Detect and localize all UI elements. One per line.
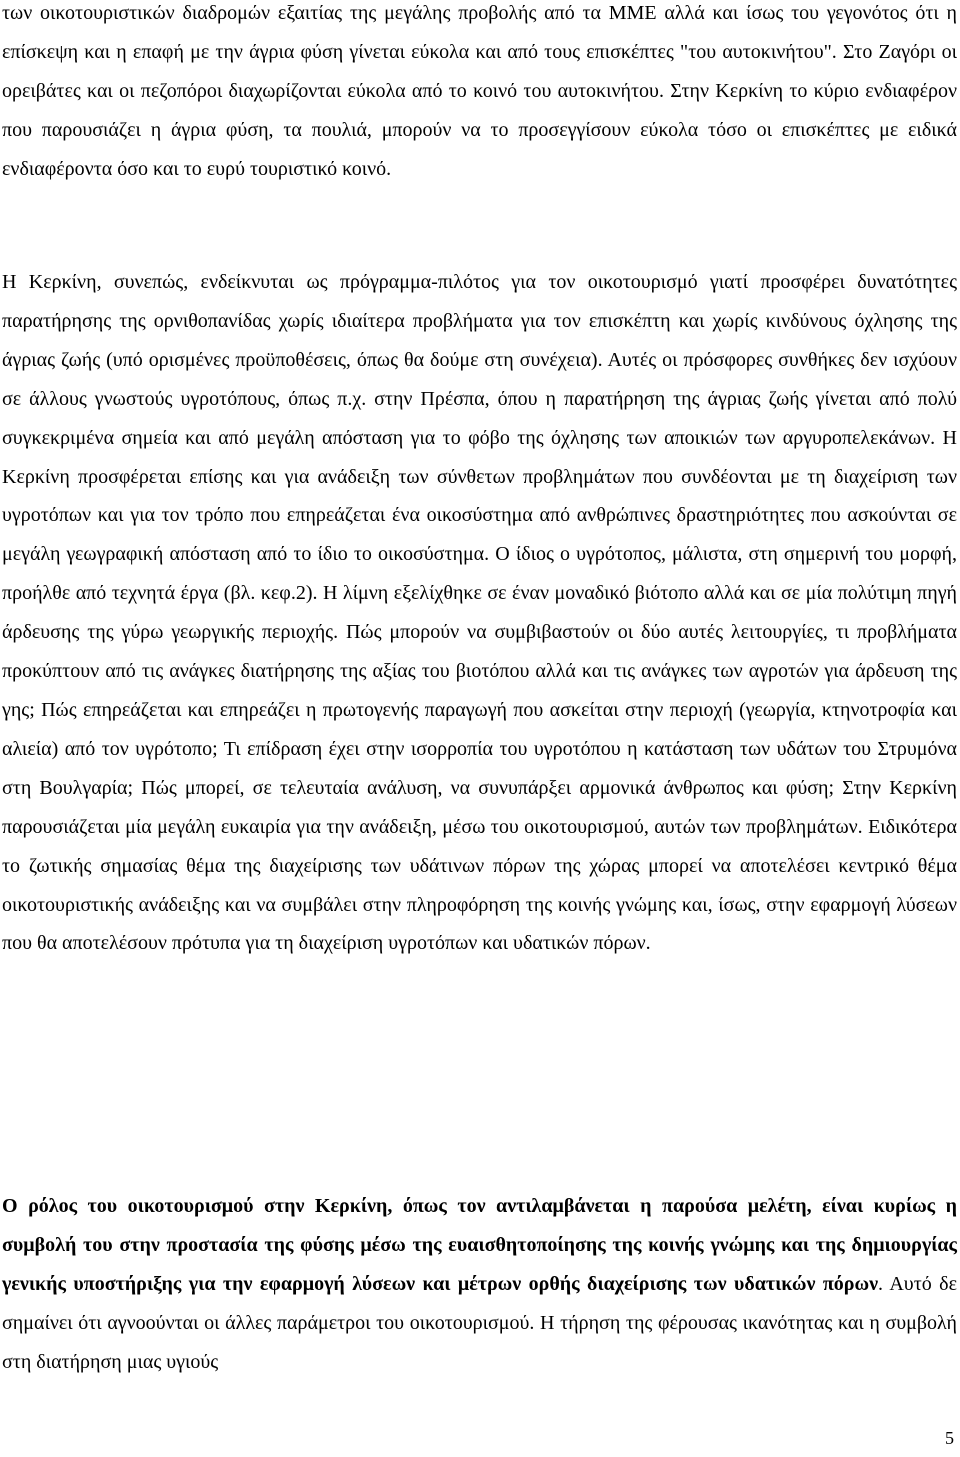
paragraph-3 bbox=[2, 1187, 957, 1382]
paragraph-3-text: . Αυτό δε σημαίνει ότι αγνοούνται οι άλλες παράμετροι του οικοτουρισμού. Η τήρηση της φέρουσας ικανότητας και η συμβολή στη διατήρηση μιας υγιούς bbox=[2, 1272, 957, 1373]
paragraph-2: Η Κερκίνη, συνεπώς, ενδείκνυται ως πρόγραμμα-πιλότος για τον οικοτουρισμό γιατί προσφέρει δυνατότητες παρατήρησης της ορνιθοπανίδας χωρίς ιδιαίτερα προβλήματα για τον επισκέπτη και χωρίς κινδύνους όχλησης της άγριας ζωής (υπό ορισμένες προϋποθέσεις, όπως θα δούμε στη συνέχεια). Αυτές οι πρόσφορες συνθήκες δεν ισχύουν σε άλλους γνωστούς υγροτόπους, όπως π.χ. στην Πρέσπα, όπου η παρατήρηση της άγριας ζωής γίνεται από πολύ συγκεκριμένα σημεία και από μεγάλη απόσταση για το φόβο της όχλησης των αποικιών των αργυροπελεκάνων. Η Κερκίνη προσφέρεται επίσης και για ανάδειξη των σύνθετων προβλημάτων που συνδέονται με τη διαχείριση των υγροτόπων και για τον τρόπο που επηρεάζεται ένα οικοσύστημα από ανθρώπινες δραστηριότητες που ασκούνται σε μεγάλη γεωγραφική απόσταση από το ίδιο το οικοσύστημα. Ο ίδιος ο υγρότοπος, μάλιστα, στη σημερινή του μορφή, προήλθε από τεχνητά έργα (βλ. κεφ.2). Η λίμνη εξελίχθηκε σε έναν μοναδικό βιότοπο αλλά και σε μία πολύτιμη πηγή άρδευσης της γύρω γεωργικής περιοχής. Πώς μπορούν να συμβιβαστούν οι δύο αυτές λειτουργίες, τι προβλήματα προκύπτουν από τις ανάγκες διατήρησης της αξίας του βιοτόπου αλλά και τις ανάγκες των αγροτών για άρδευση της γης; Πώς επηρεάζεται και επηρεάζει η πρωτογενής παραγωγή που ασκείται στην περιοχή (γεωργία, κτηνοτροφία και αλιεία) από τον υγρότοπο; Τι επίδραση έχει στην ισορροπία του υγροτόπου η κατάσταση των υδάτων του Στρυμόνα στη Βουλγαρία; Πώς μπορεί, σε τελευταία ανάλυση, να συνυπάρξει αρμονικά άνθρωπος και φύση; Στην Κερκίνη παρουσιάζεται μία μεγάλη ευκαιρία για την ανάδειξη, μέσω του οικοτουρισμού, αυτών των προβλημάτων. Ειδικότερα το ζωτικής σημασίας θέμα της διαχείρισης των υδάτινων πόρων της χώρας μπορεί να αποτελέσει κεντρικό θέμα οικοτουριστικής ανάδειξης και να συμβάλει στην πληροφόρηση της κοινής γνώμης και, ίσως, στην εφαρμογή λύσεων που θα αποτελέσουν πρότυπα για τη διαχείριση υγροτόπων και υδατικών πόρων. bbox=[2, 271, 957, 955]
page-number: 5 bbox=[945, 1428, 954, 1448]
paragraph-3-bold-text: Ο ρόλος του οικοτουρισμού στην Κερκίνη, όπως τον αντιλαμβάνεται η παρούσα μελέτη, είναι κυρίως η συμβολή του στην προστασία της φύσης μέσω της ευαισθητοποίησης της κοινής γνώμης και της δημιουργίας γενικής υποστήριξης για την εφαρμογή λύσεων και μέτρων ορθής διαχείρισης των υδατικών πόρων bbox=[2, 1195, 957, 1295]
paragraph-1: των οικοτουριστικών διαδρομών εξαιτίας της μεγάλης προβολής από τα ΜΜΕ αλλά και ίσως του γεγονότος ότι η επίσκεψη και η επαφή με την άγρια φύση γίνεται εύκολα και από τους επισκέπτες "του αυτοκινήτου". Στο Ζαγόρι οι ορειβάτες και οι πεζοπόροι διαχωρίζονται εύκολα από το κοινό του αυτοκινήτου. Στην Κερκίνη το κύριο ενδιαφέρον που παρουσιάζει η άγρια φύση, τα πουλιά, μπορούν να το προσεγγίσουν εύκολα τόσο οι επισκέπτες με ειδικά ενδιαφέροντα όσο και το ευρύ τουριστικό κοινό. bbox=[2, 2, 957, 180]
